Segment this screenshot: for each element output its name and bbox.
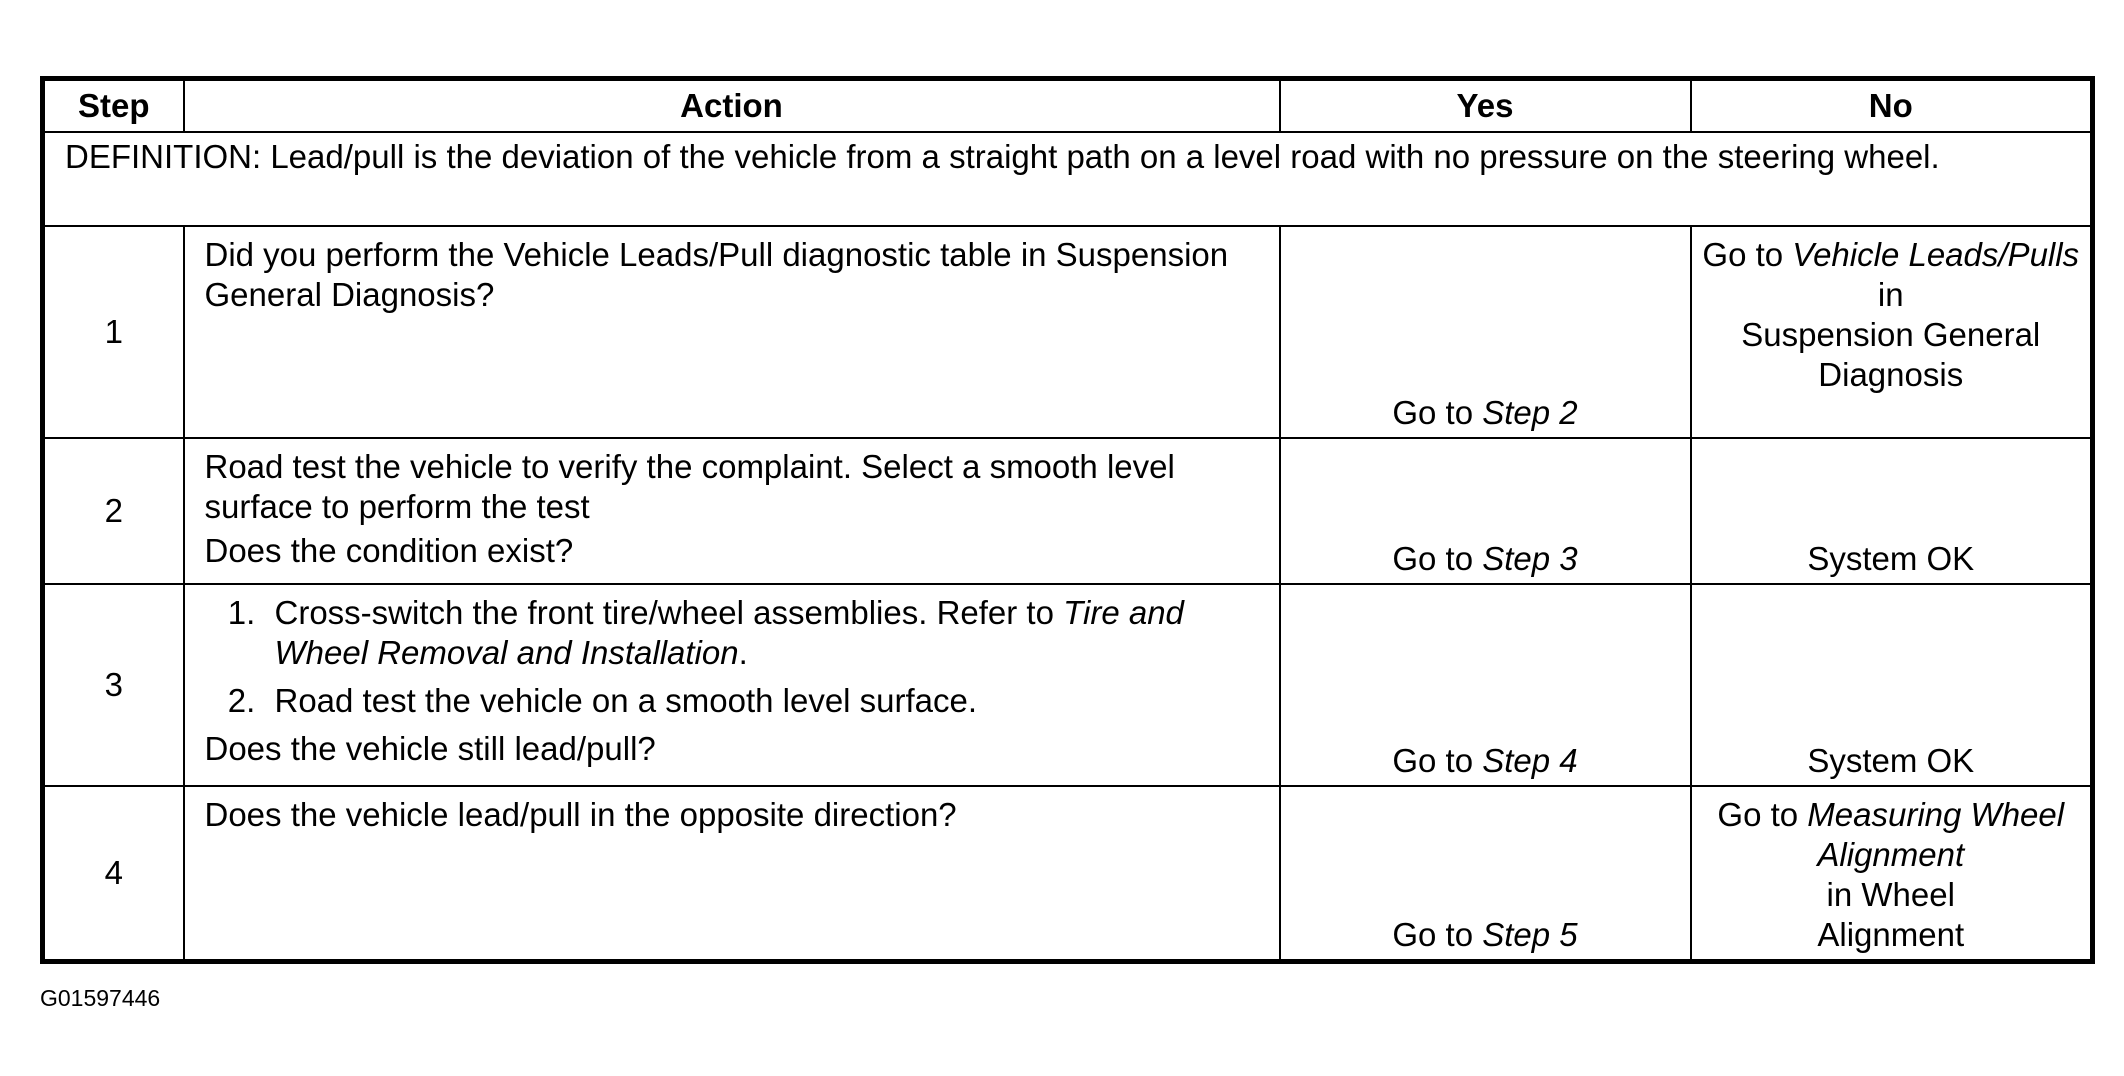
yes-result: Go to Step 4 — [1280, 584, 1691, 786]
table-row — [43, 226, 2093, 438]
no-result: System OK — [1691, 438, 2093, 584]
substep-list — [205, 593, 1259, 721]
header-yes: Yes — [1280, 79, 1691, 133]
table-row — [43, 438, 2093, 584]
step-number: 2 — [43, 438, 184, 584]
no-result: System OK — [1691, 584, 2093, 786]
step-link[interactable]: Step 5 — [1482, 916, 1578, 953]
question-text: Does the condition exist? — [204, 532, 574, 569]
header-action: Action — [184, 79, 1280, 133]
definition-row — [43, 132, 2093, 226]
step-number: 3 — [43, 584, 184, 786]
yes-result: Go to Step 3 — [1280, 438, 1691, 584]
step-link[interactable]: Step 4 — [1482, 742, 1578, 779]
definition-text: DEFINITION: Lead/pull is the deviation of the vehicle from a straight path on a level road with no pressure on the steering wheel. — [43, 132, 2093, 226]
question-text: Does the vehicle still lead/pull? — [204, 730, 656, 767]
yes-result: Go to Step 2 — [1280, 226, 1691, 438]
procedure-link[interactable]: Tire and Wheel Removal and Installation — [274, 594, 1184, 671]
table-row — [43, 584, 2093, 786]
no-result: Go to Vehicle Leads/Pulls in Suspension General Diagnosis — [1691, 226, 2093, 438]
diagnostic-table — [40, 76, 2095, 964]
header-no: No — [1691, 79, 2093, 133]
header-step: Step — [43, 79, 184, 133]
action-cell — [184, 584, 1280, 786]
list-item: 1. Cross-switch the front tire/wheel assemblies. Refer to Tire and Wheel Removal and Installation. — [265, 593, 1259, 673]
no-result: Go to Measuring Wheel Alignment in Wheel Alignment — [1691, 786, 2093, 962]
yes-result: Go to Step 5 — [1280, 786, 1691, 962]
list-item: 2. Road test the vehicle on a smooth level surface. — [265, 681, 1259, 721]
step-link[interactable]: Step 2 — [1482, 394, 1578, 431]
step-link[interactable]: Step 3 — [1482, 540, 1578, 577]
procedure-link[interactable]: Measuring Wheel Alignment — [1807, 796, 2065, 873]
table-row — [43, 786, 2093, 962]
step-number: 1 — [43, 226, 184, 438]
header-row — [43, 79, 2093, 133]
action-text: Road test the vehicle to verify the complaint. Select a smooth level surface to perform the test — [204, 448, 1175, 525]
action-text: Does the vehicle lead/pull in the opposite direction? — [184, 786, 1280, 962]
action-text: Did you perform the Vehicle Leads/Pull diagnostic table in Suspension General Diagnosis? — [184, 226, 1280, 438]
action-cell — [184, 438, 1280, 584]
step-number: 4 — [43, 786, 184, 962]
figure-id: G01597446 — [40, 985, 161, 1011]
procedure-link[interactable]: Vehicle Leads/Pulls — [1792, 236, 2080, 273]
